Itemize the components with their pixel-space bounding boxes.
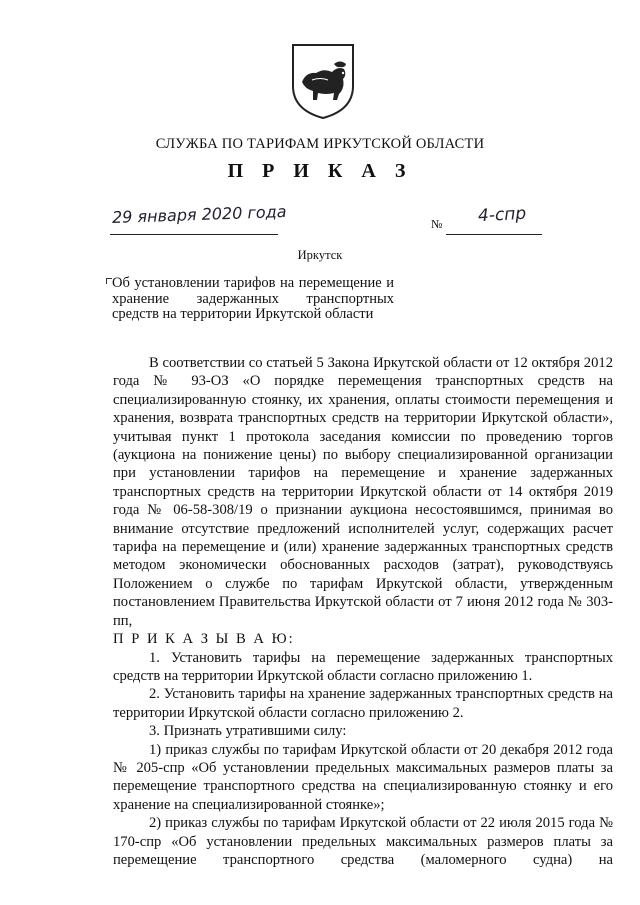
agency-name: СЛУЖБА ПО ТАРИФАМ ИРКУТСКОЙ ОБЛАСТИ: [155, 136, 485, 152]
number-label: №: [431, 217, 443, 231]
clause-3: 3. Признать утратившими силу:: [149, 723, 347, 740]
clause-1: 1. Установить тарифы на перемещение задержанных транспортных средств на территории Иркутской области согласно приложению 1.: [113, 649, 613, 684]
handwritten-number: 4-спр: [477, 203, 527, 227]
city-name: Иркутск: [297, 248, 343, 262]
handwritten-date: 29 января 2020 года: [111, 201, 287, 228]
clause-3-2: 2) приказ службы по тарифам Иркутской области от 22 июля 2015 года № 170-спр «Об установлении предельных максимальных размеров платы за перемещение транспортного средства (маломерного судна) на: [113, 815, 613, 868]
order-subject: Об установлении тарифов на перемещение и хранение задержанных транспортных средств на территории Иркутской области: [112, 275, 394, 322]
clause-2: 2. Установить тарифы на хранение задержанных транспортных средств на территории Иркутской области согласно приложению 2.: [113, 686, 613, 721]
preamble-paragraph: В соответствии со статьей 5 Закона Иркутской области от 12 октября 2012 года № 93-ОЗ «О порядке перемещения транспортных средств на специализированную стоянку, их хранения, оплаты стоимости перемещения и хранения, возврата транспортных средств на территории Иркутской области», учитывая пункт 1 протокола заседания комиссии по проведению торгов (аукциона на понижение цены) по выбору специализированной организации при установлении тарифов на перемещение и хранение задержанных транспортных средств на территории Иркутской области от 14 октября 2019 года № 06-58-308/19 о признании аукциона несостоявшимся, принимая во внимание отсутствие предложений исполнителей услуг, содержащих расчет тарифа на перемещение и (или) хранение задержанных транспортных средств методом экономически обоснованных расходов (затрат), руководствуясь Положением о службе по тарифам Иркутской области, утвержденным постановлением Правительства Иркутской области от 7 июня 2012 года № 303-пп,: [113, 355, 613, 629]
irkutsk-coat-of-arms-icon: [290, 42, 356, 120]
document-type-title: П Р И К А З: [227, 160, 413, 182]
order-word: П Р И К А З Ы В А Ю:: [113, 631, 295, 648]
clause-3-1: 1) приказ службы по тарифам Иркутской области от 20 декабря 2012 года № 205-спр «Об установлении предельных максимальных размеров платы за перемещение транспортного средства на специализированную стоянку и его хранение на специализированной стоянке»;: [113, 741, 613, 813]
order-body: [113, 354, 613, 869]
